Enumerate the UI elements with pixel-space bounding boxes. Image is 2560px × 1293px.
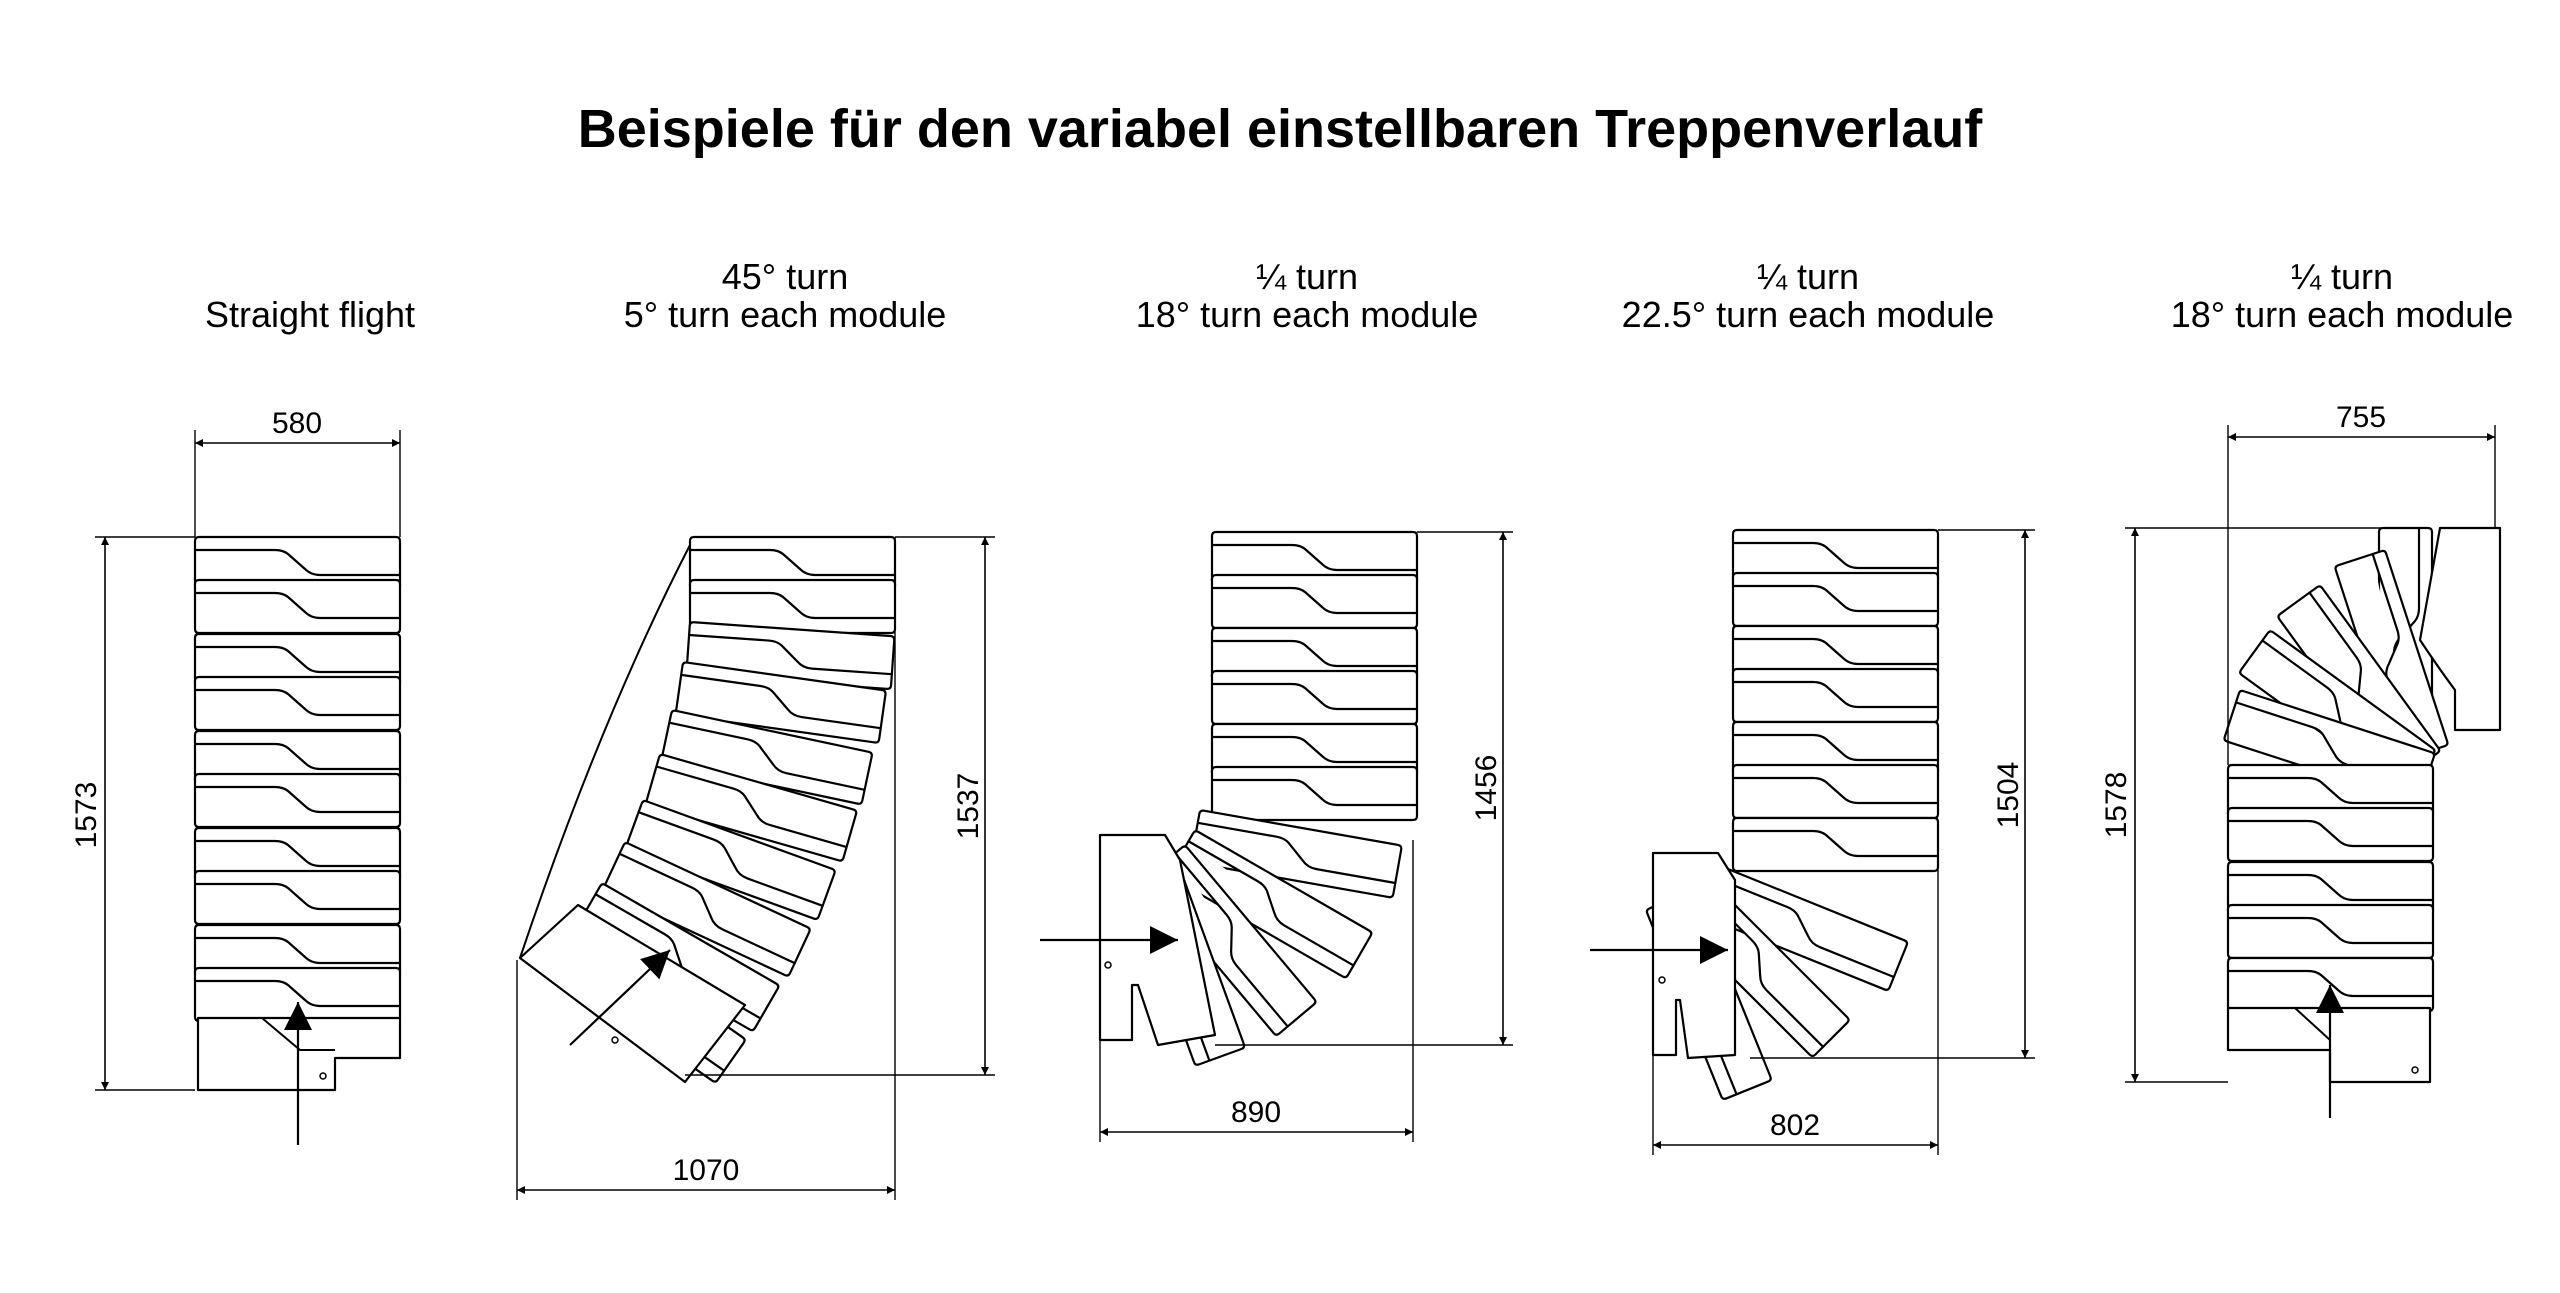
dim-width-quarter-18-right: 755	[2335, 401, 2387, 434]
caption-line1: 45° turn	[721, 256, 849, 297]
stair-quarter-turn-18-right	[2100, 401, 2500, 1118]
caption-line2: 22.5° turn each module	[1621, 294, 1995, 335]
dim-height-straight: 1573	[70, 781, 103, 849]
stair-straight-flight	[70, 407, 400, 1145]
caption-line2: 18° turn each module	[2170, 294, 2514, 335]
dim-width-45: 1070	[672, 1154, 740, 1187]
stair-quarter-turn-18	[1040, 532, 1513, 1142]
caption-line2: 18° turn each module	[1135, 294, 1479, 335]
dim-height-quarter-18: 1456	[1470, 754, 1503, 822]
dim-width-quarter-18: 890	[1230, 1096, 1282, 1129]
caption-line2: 5° turn each module	[623, 294, 947, 335]
caption-line1: ¼ turn	[1255, 256, 1359, 297]
dim-width-quarter-22-5: 802	[1769, 1109, 1821, 1142]
dim-height-quarter-18-right: 1578	[2100, 771, 2133, 839]
caption-line1: ¼ turn	[2290, 256, 2394, 297]
caption-line2: Straight flight	[204, 294, 416, 335]
dim-height-45: 1537	[952, 772, 985, 840]
stair-45-turn	[517, 537, 995, 1200]
page-title: Beispiele für den variabel einstellbaren Treppenverlauf	[577, 99, 1983, 159]
stair-quarter-turn-22-5	[1590, 530, 2035, 1155]
dim-width-straight: 580	[271, 407, 323, 440]
dim-height-quarter-22-5: 1504	[1992, 761, 2025, 829]
caption-line1: ¼ turn	[1756, 256, 1860, 297]
